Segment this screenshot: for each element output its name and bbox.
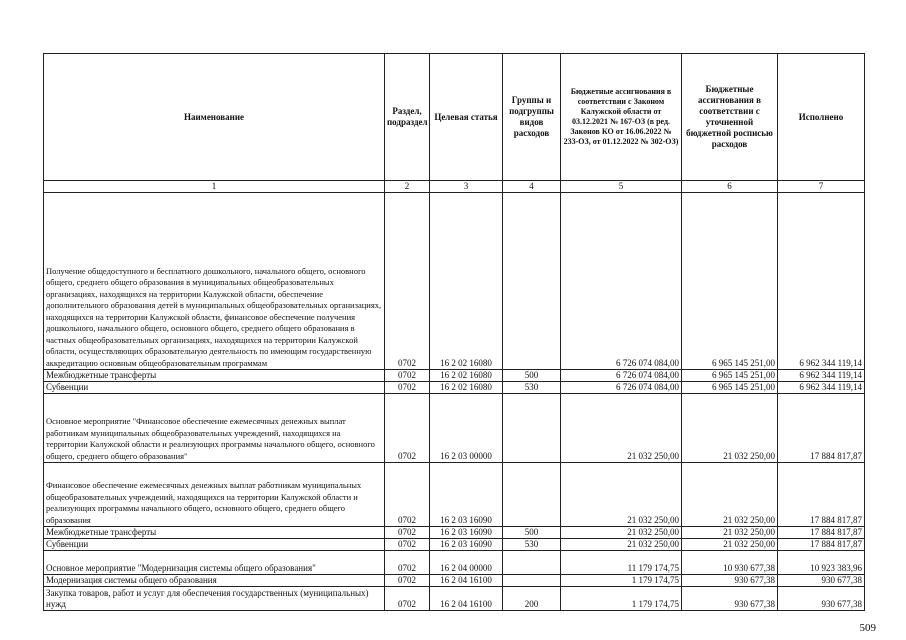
col-number: 5 <box>561 181 682 193</box>
row-section: 0702 <box>385 382 430 394</box>
table-row <box>44 193 865 370</box>
row-refined: 930 677,38 <box>682 587 778 611</box>
row-executed: 6 962 344 119,14 <box>778 370 865 382</box>
table-row <box>44 575 865 587</box>
row-executed: 930 677,38 <box>778 575 865 587</box>
col-number: 3 <box>430 181 503 193</box>
row-refined: 21 032 250,00 <box>682 394 778 463</box>
header-refined-allocations: Бюджетные ассигнования в соответствии с уточненной бюджетной росписью расходов <box>682 54 778 181</box>
row-section: 0702 <box>385 370 430 382</box>
row-target: 16 2 03 16090 <box>430 527 503 539</box>
row-law: 21 032 250,00 <box>561 463 682 527</box>
row-name: Межбюджетные трансферты <box>44 527 385 539</box>
col-number: 6 <box>682 181 778 193</box>
row-target: 16 2 04 16100 <box>430 575 503 587</box>
row-target: 16 2 02 16080 <box>430 382 503 394</box>
row-refined: 6 965 145 251,00 <box>682 382 778 394</box>
row-section: 0702 <box>385 575 430 587</box>
row-section: 0702 <box>385 587 430 611</box>
table-row <box>44 382 865 394</box>
row-law: 11 179 174,75 <box>561 551 682 575</box>
row-target: 16 2 04 00000 <box>430 551 503 575</box>
row-section: 0702 <box>385 539 430 551</box>
table-row <box>44 463 865 527</box>
row-refined: 6 965 145 251,00 <box>682 193 778 370</box>
row-name: Модернизация системы общего образования <box>44 575 385 587</box>
table-row <box>44 394 865 463</box>
row-executed: 17 884 817,87 <box>778 527 865 539</box>
row-section: 0702 <box>385 193 430 370</box>
row-group: 200 <box>503 587 561 611</box>
row-group <box>503 463 561 527</box>
row-refined: 930 677,38 <box>682 575 778 587</box>
row-executed: 6 962 344 119,14 <box>778 382 865 394</box>
row-name: Субвенции <box>44 382 385 394</box>
row-refined: 21 032 250,00 <box>682 527 778 539</box>
row-refined: 6 965 145 251,00 <box>682 370 778 382</box>
row-executed: 930 677,38 <box>778 587 865 611</box>
row-name: Основное мероприятие "Модернизация системы общего образования" <box>44 551 385 575</box>
col-number: 2 <box>385 181 430 193</box>
row-section: 0702 <box>385 527 430 539</box>
row-executed: 17 884 817,87 <box>778 394 865 463</box>
row-executed: 17 884 817,87 <box>778 539 865 551</box>
table-row <box>44 539 865 551</box>
header-law-allocations: Бюджетные ассигнования в соответствии с Законом Калужской области от 03.12.2021 № 167-ОЗ (в ред. Законов КО от 16.06.2022 № 233-ОЗ, от 01.12.2022 № 302-ОЗ) <box>561 54 682 181</box>
header-target: Целевая статья <box>430 54 503 181</box>
row-group <box>503 193 561 370</box>
row-name: Субвенции <box>44 539 385 551</box>
row-law: 21 032 250,00 <box>561 539 682 551</box>
row-executed: 6 962 344 119,14 <box>778 193 865 370</box>
row-section: 0702 <box>385 463 430 527</box>
table-row <box>44 587 865 611</box>
row-name: Получение общедоступного и бесплатного дошкольного, начального общего, основного общего, среднего общего образования в муниципальных общеобразовательных организациях, находящихся на территории Калужской области, обеспечение дополнительного образования детей в муниципальных общеобразовательных организациях, находящихся на территории Калужской области, финансовое обеспечение получения дошкольного, начального общего, основного общего, среднего общего образования в частных общеобразовательных организациях, находящихся на территории Калужской области, осуществляющих образовательную деятельность по имеющим государственную аккредитацию основным общеобразовательным программам <box>44 193 385 370</box>
table-row <box>44 370 865 382</box>
header-executed: Исполнено <box>778 54 865 181</box>
row-group: 530 <box>503 382 561 394</box>
row-name: Межбюджетные трансферты <box>44 370 385 382</box>
table-row <box>44 527 865 539</box>
row-group: 500 <box>503 370 561 382</box>
col-number: 4 <box>503 181 561 193</box>
budget-table <box>43 53 865 611</box>
row-group <box>503 551 561 575</box>
row-law: 21 032 250,00 <box>561 527 682 539</box>
row-law: 1 179 174,75 <box>561 575 682 587</box>
row-executed: 10 923 383,96 <box>778 551 865 575</box>
row-target: 16 2 03 16090 <box>430 463 503 527</box>
row-law: 6 726 074 084,00 <box>561 382 682 394</box>
row-group: 500 <box>503 527 561 539</box>
col-number: 7 <box>778 181 865 193</box>
row-law: 6 726 074 084,00 <box>561 370 682 382</box>
row-executed: 17 884 817,87 <box>778 463 865 527</box>
row-name: Закупка товаров, работ и услуг для обеспечения государственных (муниципальных) нужд <box>44 587 385 611</box>
row-law: 6 726 074 084,00 <box>561 193 682 370</box>
row-target: 16 2 02 16080 <box>430 370 503 382</box>
row-section: 0702 <box>385 394 430 463</box>
header-groups: Группы и подгруппы видов расходов <box>503 54 561 181</box>
row-target: 16 2 04 16100 <box>430 587 503 611</box>
page-number: 509 <box>859 622 876 634</box>
row-section: 0702 <box>385 551 430 575</box>
row-name: Финансовое обеспечение ежемесячных денежных выплат работникам муниципальных общеобразовательных учреждений, находящихся на территории Калужской области и реализующих программы начального общего, основного общего, среднего общего образования <box>44 463 385 527</box>
header-section: Раздел, подраздел <box>385 54 430 181</box>
column-number-row <box>44 181 865 193</box>
row-name: Основное мероприятие "Финансовое обеспечение ежемесячных денежных выплат работникам муниципальных общеобразовательных учреждений, находящихся на территории Калужской области и реализующих программы начального общего, основного общего, среднего общего образования" <box>44 394 385 463</box>
row-refined: 10 930 677,38 <box>682 551 778 575</box>
table-row <box>44 551 865 575</box>
col-number: 1 <box>44 181 385 193</box>
row-group: 530 <box>503 539 561 551</box>
row-target: 16 2 03 16090 <box>430 539 503 551</box>
row-group <box>503 394 561 463</box>
row-refined: 21 032 250,00 <box>682 539 778 551</box>
header-name: Наименование <box>44 54 385 181</box>
row-law: 21 032 250,00 <box>561 394 682 463</box>
table-header-row <box>44 54 865 181</box>
row-refined: 21 032 250,00 <box>682 463 778 527</box>
row-target: 16 2 02 16080 <box>430 193 503 370</box>
row-group <box>503 575 561 587</box>
row-target: 16 2 03 00000 <box>430 394 503 463</box>
row-law: 1 179 174,75 <box>561 587 682 611</box>
